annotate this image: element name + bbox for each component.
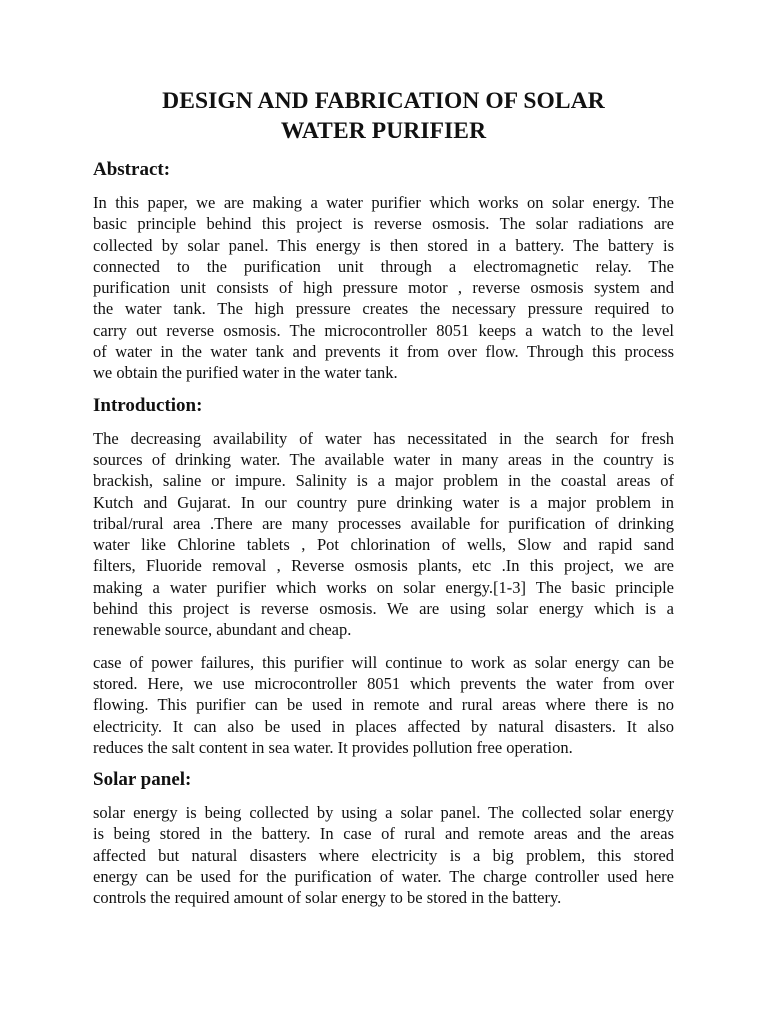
text-line: reduces the salt content in sea water. It provides pollution free operation. <box>93 737 573 757</box>
title-line: DESIGN AND FABRICATION OF SOLAR <box>162 88 605 114</box>
text-line: energy can be used for the purification of water. The charge controller used here <box>93 867 674 887</box>
text-line: filters, Fluoride removal , Reverse osmosis plants, etc .In this project, we are <box>93 556 674 576</box>
text-line: The decreasing availability of water has necessitated in the search for fresh <box>93 428 674 448</box>
text-line: Kutch and Gujarat. In our country pure drinking water is a major problem in <box>93 492 674 512</box>
text-line: the water tank. The high pressure creates the necessary pressure required to <box>93 299 674 319</box>
text-line: basic principle behind this project is reverse osmosis. The solar radiations are <box>93 214 674 234</box>
text-line: collected by solar panel. This energy is then stored in a battery. The battery is <box>93 235 674 255</box>
text-line: sources of drinking water. The available water in many areas in the country is <box>93 449 674 469</box>
introduction-heading: Introduction: <box>93 394 203 416</box>
text-line: making a water purifier which works on solar energy.[1-3] The basic principle <box>93 577 674 597</box>
text-line: case of power failures, this purifier will continue to work as solar energy can be <box>93 652 674 672</box>
abstract-paragraph <box>93 192 674 384</box>
abstract-heading: Abstract: <box>93 159 171 180</box>
text-line: behind this project is reverse osmosis. We are using solar energy which is a <box>93 599 674 619</box>
text-line: is being stored in the battery. In case of rural and remote areas and the areas <box>93 824 674 844</box>
document-page <box>93 86 674 909</box>
text-line: purification unit consists of high pressure motor , reverse osmosis system and <box>93 278 674 298</box>
text-line: of water in the water tank and prevents it from over flow. Through this process <box>93 342 674 362</box>
introduction-paragraph <box>93 652 674 758</box>
title-line: WATER PURIFIER <box>280 118 487 144</box>
text-line: renewable source, abundant and cheap. <box>93 620 352 640</box>
solar-panel-paragraph <box>93 802 674 908</box>
text-line: controls the required amount of solar energy to be stored in the battery. <box>93 888 562 908</box>
text-line: water like Chlorine tablets , Pot chlorination of wells, Slow and rapid sand <box>93 535 674 555</box>
introduction-paragraph <box>93 428 674 641</box>
text-line: affected but natural disasters where electricity is a big problem, this stored <box>93 845 674 865</box>
text-line: brackish, saline or impure. Salinity is a major problem in the coastal areas of <box>93 471 674 491</box>
text-line: connected to the purification unit through a electromagnetic relay. The <box>93 256 674 276</box>
text-line: tribal/rural area .There are many processes available for purification of drinking <box>93 513 674 533</box>
text-line: we obtain the purified water in the water tank. <box>93 363 398 383</box>
text-line: carry out reverse osmosis. The microcontroller 8051 keeps a watch to the level <box>93 320 674 340</box>
text-line: electricity. It can also be used in places affected by natural disasters. It also <box>93 716 674 736</box>
text-line: stored. Here, we use microcontroller 8051 which prevents the water from over <box>93 673 674 693</box>
text-line: solar energy is being collected by using a solar panel. The collected solar energy <box>93 803 674 823</box>
document-title <box>93 86 674 146</box>
text-line: flowing. This purifier can be used in remote and rural areas where there is no <box>93 695 674 715</box>
solar-panel-heading: Solar panel: <box>93 769 192 791</box>
text-line: In this paper, we are making a water purifier which works on solar energy. The <box>93 193 674 212</box>
